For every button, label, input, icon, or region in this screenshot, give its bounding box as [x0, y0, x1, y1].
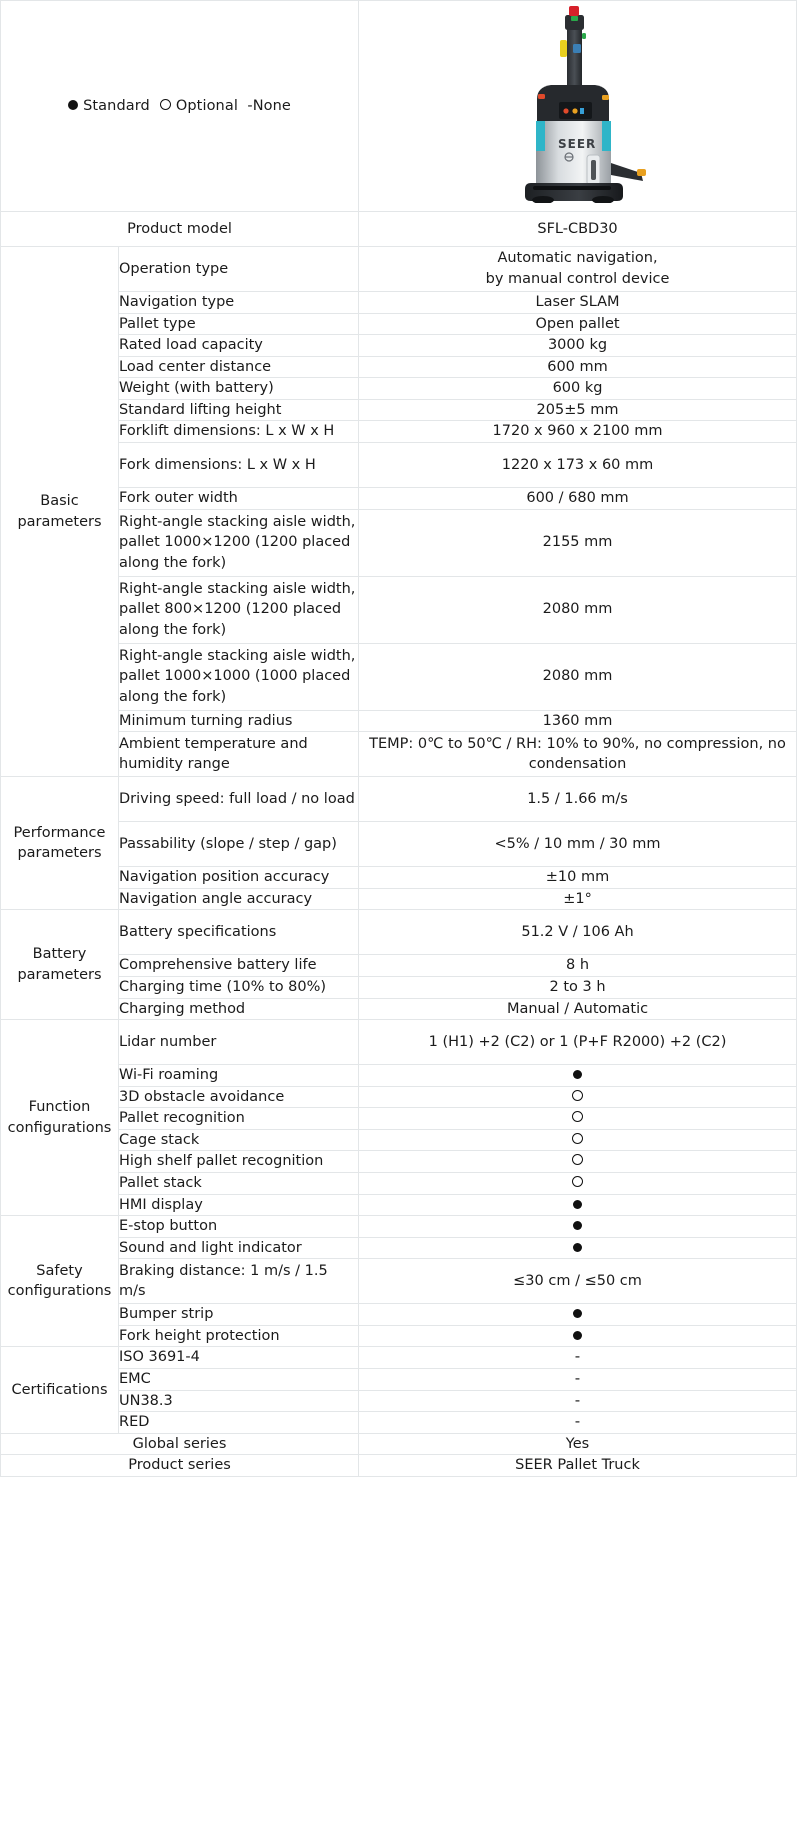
parameter-label: Load center distance	[119, 356, 359, 378]
none-dash-icon: -	[574, 1369, 581, 1388]
parameter-label: Pallet stack	[119, 1172, 359, 1194]
parameter-value: 1220 x 173 x 60 mm	[359, 443, 797, 488]
parameter-value	[359, 1108, 797, 1130]
parameter-value: Laser SLAM	[359, 292, 797, 314]
parameter-label: Minimum turning radius	[119, 710, 359, 732]
group-label-0: Basic parameters	[1, 247, 119, 777]
table-row	[1, 732, 797, 777]
table-row	[1, 356, 797, 378]
parameter-value: <5% / 10 mm / 30 mm	[359, 822, 797, 867]
parameter-value: 3000 kg	[359, 335, 797, 357]
table-row	[1, 1108, 797, 1130]
group-label-3: Function configurations	[1, 1020, 119, 1216]
parameter-value: Open pallet	[359, 313, 797, 335]
parameter-value	[359, 1347, 797, 1369]
table-row	[1, 955, 797, 977]
parameter-label: Right-angle stacking aisle width, pallet 800×1200 (1200 placed along the fork)	[119, 576, 359, 643]
parameter-label: Navigation angle accuracy	[119, 888, 359, 910]
footer-label: Global series	[1, 1433, 359, 1455]
group-label-4: Safety configurations	[1, 1216, 119, 1347]
parameter-label: Operation type	[119, 247, 359, 292]
optional-open-circle-icon	[572, 1111, 583, 1122]
parameter-label: High shelf pallet recognition	[119, 1151, 359, 1173]
parameter-value	[359, 1237, 797, 1259]
parameter-label: Pallet recognition	[119, 1108, 359, 1130]
parameter-value: 8 h	[359, 955, 797, 977]
table-row	[1, 1304, 797, 1326]
table-row	[1, 777, 797, 822]
product-model-value: SFL-CBD30	[359, 212, 797, 247]
parameter-label: Navigation position accuracy	[119, 867, 359, 889]
none-dash-icon: -	[574, 1390, 581, 1409]
standard-filled-circle-icon	[573, 1200, 582, 1209]
none-dash-icon: -	[574, 1347, 581, 1366]
table-row	[1, 1412, 797, 1434]
parameter-value	[359, 1129, 797, 1151]
standard-filled-circle-icon	[573, 1309, 582, 1318]
table-row	[1, 421, 797, 443]
parameter-label: Standard lifting height	[119, 399, 359, 421]
optional-open-circle-icon	[572, 1133, 583, 1144]
parameter-label: ISO 3691-4	[119, 1347, 359, 1369]
table-row	[1, 910, 797, 955]
parameter-value	[359, 1086, 797, 1108]
parameter-value: 2155 mm	[359, 509, 797, 576]
parameter-value: 1720 x 960 x 2100 mm	[359, 421, 797, 443]
optional-open-circle-icon	[160, 99, 171, 110]
standard-filled-circle-icon	[573, 1070, 582, 1079]
parameter-label: E-stop button	[119, 1216, 359, 1238]
table-row	[1, 443, 797, 488]
table-row	[1, 976, 797, 998]
parameter-label: Battery specifications	[119, 910, 359, 955]
parameter-value: 1 (H1) +2 (C2) or 1 (P+F R2000) +2 (C2)	[359, 1020, 797, 1065]
legend-standard-label: Standard	[83, 97, 150, 114]
table-row	[1, 1390, 797, 1412]
table-row	[1, 509, 797, 576]
parameter-value: 1.5 / 1.66 m/s	[359, 777, 797, 822]
parameter-label: Fork outer width	[119, 488, 359, 510]
legend-text	[1, 96, 358, 117]
product-model-row	[1, 212, 797, 247]
parameter-value: ≤30 cm / ≤50 cm	[359, 1259, 797, 1304]
parameter-value: 2080 mm	[359, 576, 797, 643]
footer-value: SEER Pallet Truck	[359, 1455, 797, 1477]
table-row	[1, 1065, 797, 1087]
table-row	[1, 1194, 797, 1216]
table-row	[1, 822, 797, 867]
parameter-label: Charging method	[119, 998, 359, 1020]
table-row	[1, 867, 797, 889]
parameter-value	[359, 1194, 797, 1216]
parameter-value	[359, 1065, 797, 1087]
agv-pallet-truck-illustration	[503, 3, 653, 203]
parameter-label: UN38.3	[119, 1390, 359, 1412]
parameter-value	[359, 1325, 797, 1347]
none-dash-icon: -	[574, 1412, 581, 1431]
optional-open-circle-icon	[572, 1090, 583, 1101]
table-row	[1, 1259, 797, 1304]
parameter-value: 600 kg	[359, 378, 797, 400]
parameter-label: HMI display	[119, 1194, 359, 1216]
table-row	[1, 1369, 797, 1391]
legend-none-label: -None	[247, 97, 291, 114]
parameter-label: Ambient temperature and humidity range	[119, 732, 359, 777]
parameter-value	[359, 1151, 797, 1173]
table-row	[1, 1172, 797, 1194]
parameter-value: 2080 mm	[359, 643, 797, 710]
table-row	[1, 998, 797, 1020]
parameter-value: ±1°	[359, 888, 797, 910]
product-image-cell	[359, 1, 797, 212]
parameter-label: Pallet type	[119, 313, 359, 335]
group-label-2: Battery parameters	[1, 910, 119, 1020]
parameter-value	[359, 1369, 797, 1391]
parameter-label: Passability (slope / step / gap)	[119, 822, 359, 867]
parameter-label: 3D obstacle avoidance	[119, 1086, 359, 1108]
standard-filled-circle-icon	[68, 100, 78, 110]
table-row	[1, 378, 797, 400]
parameter-label: Lidar number	[119, 1020, 359, 1065]
svg-text:SEER: SEER	[557, 136, 596, 151]
parameter-label: Bumper strip	[119, 1304, 359, 1326]
parameter-label: EMC	[119, 1369, 359, 1391]
parameter-value	[359, 1216, 797, 1238]
footer-row	[1, 1455, 797, 1477]
footer-row	[1, 1433, 797, 1455]
table-row	[1, 1129, 797, 1151]
parameter-value: Automatic navigation, by manual control device	[359, 247, 797, 292]
legend-cell	[1, 1, 359, 212]
parameter-label: Navigation type	[119, 292, 359, 314]
product-model-label: Product model	[1, 212, 359, 247]
table-row	[1, 313, 797, 335]
table-row	[1, 1151, 797, 1173]
legend-image-row	[1, 1, 797, 212]
table-row	[1, 488, 797, 510]
table-row	[1, 576, 797, 643]
parameter-label: Cage stack	[119, 1129, 359, 1151]
table-row	[1, 292, 797, 314]
table-row	[1, 335, 797, 357]
parameter-label: Right-angle stacking aisle width, pallet 1000×1000 (1000 placed along the fork)	[119, 643, 359, 710]
parameter-value	[359, 1304, 797, 1326]
optional-open-circle-icon	[572, 1176, 583, 1187]
parameter-value: Manual / Automatic	[359, 998, 797, 1020]
table-row	[1, 1216, 797, 1238]
parameter-value: 51.2 V / 106 Ah	[359, 910, 797, 955]
standard-filled-circle-icon	[573, 1221, 582, 1230]
parameter-value: TEMP: 0℃ to 50℃ / RH: 10% to 90%, no compression, no condensation	[359, 732, 797, 777]
standard-filled-circle-icon	[573, 1331, 582, 1340]
parameter-label: Fork dimensions: L x W x H	[119, 443, 359, 488]
parameter-label: Rated load capacity	[119, 335, 359, 357]
parameter-label: Charging time (10% to 80%)	[119, 976, 359, 998]
table-row	[1, 399, 797, 421]
parameter-label: RED	[119, 1412, 359, 1434]
group-label-5: Certifications	[1, 1347, 119, 1433]
table-row	[1, 1347, 797, 1369]
parameter-label: Braking distance: 1 m/s / 1.5 m/s	[119, 1259, 359, 1304]
legend-optional-label: Optional	[175, 97, 238, 114]
parameter-value: 1360 mm	[359, 710, 797, 732]
table-row	[1, 1086, 797, 1108]
parameter-value	[359, 1390, 797, 1412]
parameter-label: Fork height protection	[119, 1325, 359, 1347]
table-row	[1, 1325, 797, 1347]
group-label-1: Performance parameters	[1, 777, 119, 910]
parameter-value: 600 mm	[359, 356, 797, 378]
parameter-label: Weight (with battery)	[119, 378, 359, 400]
footer-label: Product series	[1, 1455, 359, 1477]
table-row	[1, 247, 797, 292]
table-row	[1, 643, 797, 710]
parameter-value: 205±5 mm	[359, 399, 797, 421]
parameter-label: Driving speed: full load / no load	[119, 777, 359, 822]
table-row	[1, 1237, 797, 1259]
parameter-label: Forklift dimensions: L x W x H	[119, 421, 359, 443]
parameter-label: Comprehensive battery life	[119, 955, 359, 977]
parameter-label: Sound and light indicator	[119, 1237, 359, 1259]
standard-filled-circle-icon	[573, 1243, 582, 1252]
parameter-value	[359, 1172, 797, 1194]
parameter-value	[359, 1412, 797, 1434]
footer-value: Yes	[359, 1433, 797, 1455]
optional-open-circle-icon	[572, 1154, 583, 1165]
table-row	[1, 1020, 797, 1065]
parameter-label: Right-angle stacking aisle width, pallet 1000×1200 (1200 placed along the fork)	[119, 509, 359, 576]
parameter-label: Wi-Fi roaming	[119, 1065, 359, 1087]
table-row	[1, 710, 797, 732]
parameter-value: 2 to 3 h	[359, 976, 797, 998]
parameter-value: ±10 mm	[359, 867, 797, 889]
table-row	[1, 888, 797, 910]
parameter-value: 600 / 680 mm	[359, 488, 797, 510]
